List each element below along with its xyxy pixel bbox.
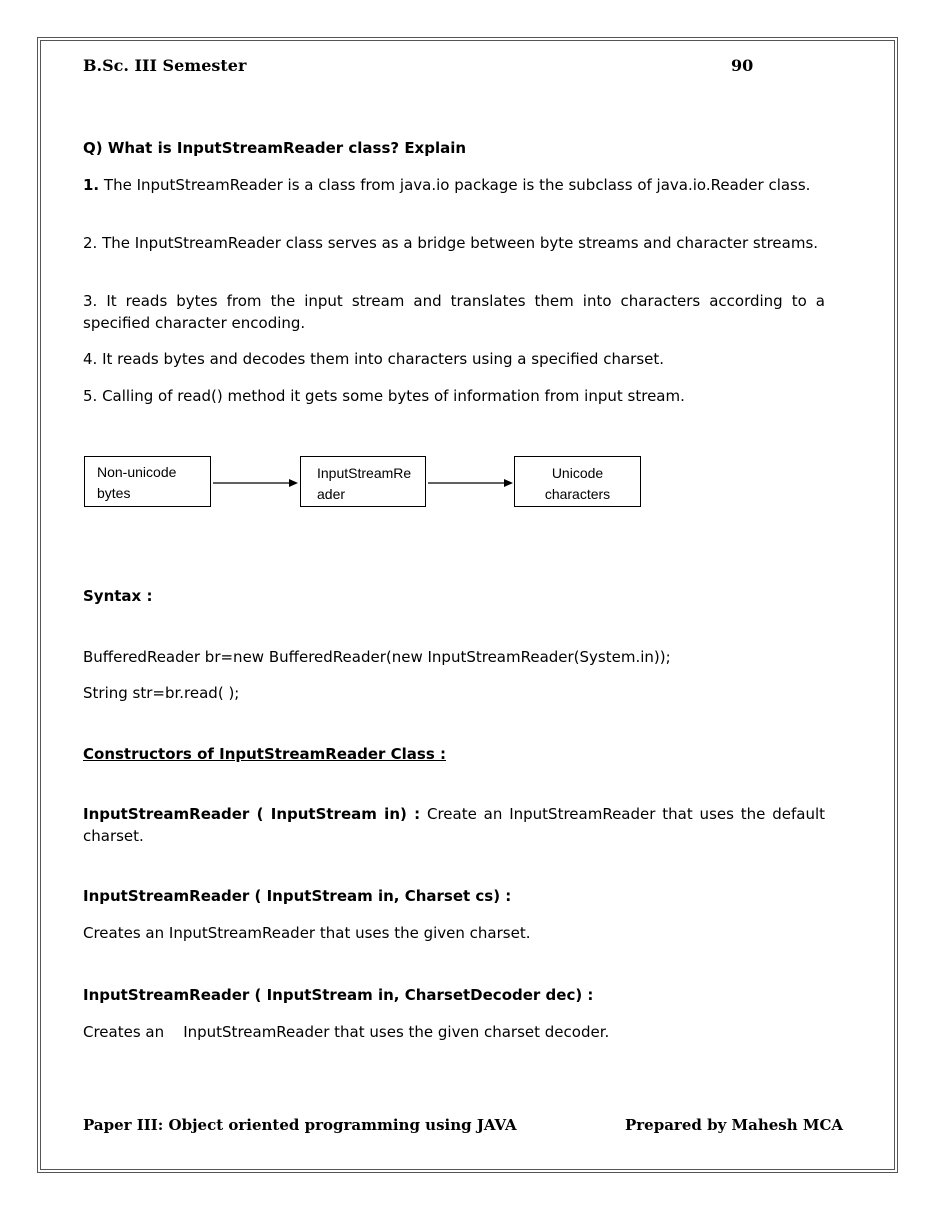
header-page-number: 90 [731, 56, 754, 75]
header-semester: B.Sc. III Semester [83, 56, 247, 75]
syntax-line-2: String str=br.read( ); [83, 684, 240, 702]
constructor-1-desc: Create an InputStreamReader that uses the default charset. [83, 805, 826, 845]
point-1-text: The InputStreamReader is a class from java.io package is the subclass of java.io.Reader class. [99, 176, 811, 194]
point-1 [83, 174, 825, 196]
syntax-line-1: BufferedReader br=new BufferedReader(new InputStreamReader(System.in)); [83, 648, 671, 666]
diagram-box-unicode-label: Unicode characters [544, 465, 611, 502]
arrow-right-icon [212, 476, 298, 490]
constructor-2-desc: Creates an InputStreamReader that uses the given charset. [83, 924, 531, 942]
diagram-box-inputstreamreader [300, 456, 426, 507]
constructor-1-signature: InputStreamReader ( InputStream in) : [83, 805, 421, 823]
diagram-box-non-unicode-label: Non-unicode bytes [97, 464, 177, 501]
diagram-box-inputstreamreader-label: InputStreamReader [317, 465, 412, 502]
syntax-heading: Syntax : [83, 587, 153, 605]
constructor-3-desc: Creates an InputStreamReader that uses the given charset decoder. [83, 1023, 610, 1041]
constructor-2-signature: InputStreamReader ( InputStream in, Charset cs) : [83, 887, 512, 905]
constructor-3-signature: InputStreamReader ( InputStream in, CharsetDecoder dec) : [83, 986, 594, 1004]
point-2: 2. The InputStreamReader class serves as a bridge between byte streams and character streams. [83, 234, 819, 252]
footer-author: Prepared by Mahesh MCA [625, 1116, 844, 1134]
diagram-box-unicode [514, 456, 641, 507]
constructors-heading: Constructors of InputStreamReader Class : [83, 745, 447, 763]
constructor-1 [83, 803, 825, 847]
point-4: 4. It reads bytes and decodes them into characters using a specified charset. [83, 350, 665, 368]
footer-paper-title: Paper III: Object oriented programming using JAVA [83, 1116, 517, 1134]
point-3: 3. It reads bytes from the input stream and translates them into characters according to a specified character encoding. [83, 292, 825, 332]
diagram-box-non-unicode [84, 456, 211, 507]
point-5: 5. Calling of read() method it gets some bytes of information from input stream. [83, 387, 685, 405]
question-heading: Q) What is InputStreamReader class? Explain [83, 139, 467, 157]
arrow-right-icon [427, 476, 513, 490]
point-1-number: 1. [83, 176, 100, 194]
